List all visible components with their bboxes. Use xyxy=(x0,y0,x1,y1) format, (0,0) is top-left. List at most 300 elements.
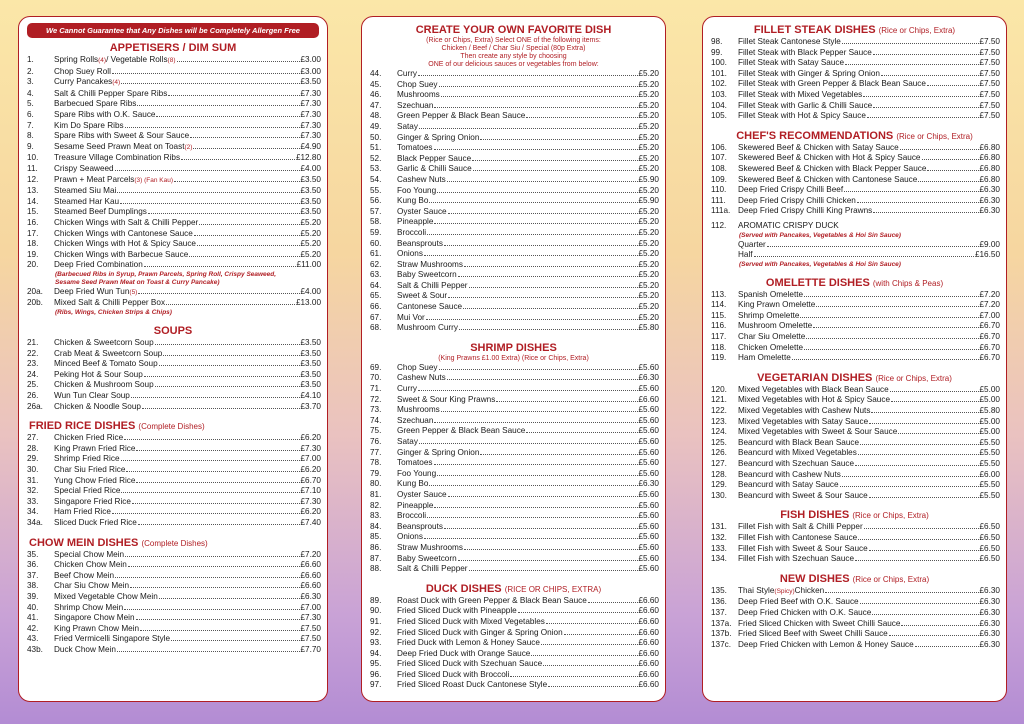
menu-item xyxy=(703,153,1006,164)
item-name: Foo Young xyxy=(397,185,437,195)
item-number: 132. xyxy=(711,532,727,542)
item-price: £5.20 xyxy=(638,111,659,121)
dot-leader xyxy=(873,54,979,55)
item-name: Minced Beef & Tomato Soup xyxy=(54,359,158,369)
item-number: 7. xyxy=(27,120,34,130)
item-number: 93. xyxy=(370,638,382,648)
menu-item xyxy=(19,175,327,187)
menu-item xyxy=(19,454,327,465)
item-price: £5.60 xyxy=(638,521,659,531)
dot-leader xyxy=(845,64,978,65)
item-name: King Prawn Chow Mein xyxy=(54,623,140,633)
item-name: Singapore Chow Mein xyxy=(54,613,135,623)
menu-item xyxy=(19,239,327,250)
item-name: Beansprouts xyxy=(397,521,443,531)
dot-leader xyxy=(439,86,638,87)
dot-leader xyxy=(137,105,299,106)
item-price: £5.20 xyxy=(638,121,659,131)
dot-leader xyxy=(844,191,978,192)
menu-item xyxy=(703,619,1006,630)
item-number: 54. xyxy=(370,174,382,184)
item-number: 44. xyxy=(370,69,382,78)
menu-item xyxy=(362,186,665,197)
item-number: 16. xyxy=(27,217,39,227)
item-price: £6.60 xyxy=(300,581,321,591)
item-price: £5.80 xyxy=(979,406,1000,416)
item-price: £7.70 xyxy=(300,644,321,654)
menu-item xyxy=(362,373,665,384)
menu-item xyxy=(703,608,1006,619)
item-number: 84. xyxy=(370,521,382,531)
menu-item xyxy=(703,196,1006,207)
item-number: 27. xyxy=(27,433,39,443)
item-name: Char Siu Fried Rice xyxy=(54,465,126,474)
dot-leader xyxy=(469,570,638,571)
item-price: £6.80 xyxy=(979,174,1000,184)
dot-leader xyxy=(463,308,637,309)
item-price: £5.20 xyxy=(638,291,659,301)
item-price: £6.20 xyxy=(300,465,321,474)
item-number: 38. xyxy=(27,581,39,591)
dot-leader xyxy=(434,422,637,423)
menu-item xyxy=(19,77,327,89)
item-name: Chop Suey xyxy=(397,362,438,372)
menu-item xyxy=(703,332,1006,343)
menu-item xyxy=(362,416,665,427)
item-number: 77. xyxy=(370,447,382,457)
item-number: 51. xyxy=(370,143,382,153)
item-name: Sliced Duck Fried Rice xyxy=(54,517,137,527)
item-number: 39. xyxy=(27,591,39,601)
menu-item xyxy=(362,154,665,165)
item-number: 35. xyxy=(27,549,39,559)
item-number: 105. xyxy=(711,111,727,121)
item-name: Deep Fried Chicken with O.K. Sauce xyxy=(738,607,872,617)
item-number: 110. xyxy=(711,185,727,195)
item-number: 106. xyxy=(711,142,727,152)
dot-leader xyxy=(166,304,295,305)
item-name: Chicken Wings with Salt & Chilli Pepper xyxy=(54,217,199,227)
item-price: £7.30 xyxy=(300,99,321,109)
menu-item xyxy=(703,480,1006,491)
menu-item xyxy=(19,89,327,100)
menu-item xyxy=(19,55,327,67)
item-price: £5.60 xyxy=(638,553,659,563)
item-price: £5.20 xyxy=(638,132,659,142)
dot-leader xyxy=(115,577,299,578)
combination-note-2: Sesame Seed Prawn Meat on Toast & Curry Pancake) xyxy=(55,278,220,286)
item-price: £5.20 xyxy=(638,206,659,216)
dot-leader xyxy=(128,566,300,567)
item-number: 70. xyxy=(370,373,382,383)
item-name: Mixed Vegetable Chow Mein xyxy=(54,591,158,601)
menu-item xyxy=(362,228,665,239)
fish-heading: FISH DISHES (Rice or Chips, Extra) xyxy=(780,509,929,522)
create-line-3: Then create any style by choosing xyxy=(460,53,567,60)
item-number: 78. xyxy=(370,458,382,468)
item-number: 120. xyxy=(711,384,727,394)
item-name: Skewered Beef & Chicken with Black Pepper Sauce xyxy=(738,163,927,173)
item-price: £5.20 xyxy=(300,239,321,249)
dot-leader xyxy=(898,433,978,434)
item-number: 29. xyxy=(27,454,39,464)
item-number: 55. xyxy=(370,185,382,195)
item-price: £5.00 xyxy=(979,416,1000,426)
dot-leader xyxy=(518,612,638,613)
item-number: 135. xyxy=(711,585,727,595)
item-detail: (4) xyxy=(112,79,121,87)
duck-portions-list xyxy=(703,240,1006,261)
item-number: 129. xyxy=(711,480,727,490)
item-price: £5.20 xyxy=(638,185,659,195)
item-number: 79. xyxy=(370,468,382,478)
item-number: 18. xyxy=(27,239,39,249)
dot-leader xyxy=(526,432,637,433)
menu-item xyxy=(19,402,327,413)
menu-item xyxy=(19,560,327,571)
item-number: 80. xyxy=(370,479,382,489)
dot-leader xyxy=(418,390,637,391)
menu-item xyxy=(362,281,665,292)
dot-leader xyxy=(136,482,299,483)
item-name: Spanish Omelette xyxy=(738,289,804,299)
item-price: £5.20 xyxy=(638,79,659,89)
menu-item xyxy=(703,79,1006,90)
item-price: £6.80 xyxy=(979,163,1000,173)
item-price: £3.50 xyxy=(300,196,321,206)
dot-leader xyxy=(922,159,979,160)
item-price: £5.60 xyxy=(638,532,659,542)
dot-leader xyxy=(860,603,979,604)
item-price: £5.20 xyxy=(638,238,659,248)
item-price: £6.30 xyxy=(979,629,1000,639)
item-name: Roast Duck with Green Pepper & Black Bean Sauce xyxy=(397,595,587,605)
menu-item xyxy=(362,122,665,133)
dot-leader xyxy=(427,234,637,235)
item-number: 60. xyxy=(370,238,382,248)
item-name: Special Fried Rice xyxy=(54,486,121,496)
allergen-banner: We Cannot Guarantee that Any Dishes will be Completely Allergen Free xyxy=(27,23,319,38)
dot-leader xyxy=(869,497,979,498)
item-price: £5.90 xyxy=(638,174,659,184)
dot-leader xyxy=(458,276,638,277)
item-number: 130. xyxy=(711,490,727,500)
dot-leader xyxy=(858,539,978,540)
item-name: Skewered Beef & Chicken with Cantonese Sauce xyxy=(738,174,918,184)
item-price: £7.30 xyxy=(300,443,321,453)
item-number: 20. xyxy=(27,260,39,270)
item-name-suffix: / Vegetable Rolls xyxy=(106,55,168,64)
item-price: £5.50 xyxy=(979,490,1000,500)
item-name: Steamed Siu Mai xyxy=(54,186,117,196)
item-name: Straw Mushrooms xyxy=(397,259,463,269)
item-name: Straw Mushrooms xyxy=(397,542,463,552)
item-number: 4. xyxy=(27,88,34,98)
item-number: 72. xyxy=(370,394,382,404)
item-number: 137. xyxy=(711,607,727,617)
item-name: Broccoli xyxy=(397,227,427,237)
dot-leader xyxy=(869,550,979,551)
dot-leader xyxy=(873,212,978,213)
item-price: £5.60 xyxy=(638,405,659,415)
item-name: Fried Sliced Duck with Ginger & Spring Onion xyxy=(397,627,563,637)
soups-heading: SOUPS xyxy=(153,325,193,338)
menu-item xyxy=(703,48,1006,59)
menu-item xyxy=(362,133,665,144)
item-number: 24. xyxy=(27,369,39,379)
dot-leader xyxy=(441,96,638,97)
dot-leader xyxy=(927,170,978,171)
item-price: £5.60 xyxy=(638,384,659,394)
duck-heading: DUCK DISHES (RICE OR CHIPS, EXTRA) xyxy=(425,582,602,595)
item-name: Green Pepper & Black Bean Sauce xyxy=(397,426,526,436)
menu-item xyxy=(703,164,1006,175)
item-price: £3.50 xyxy=(300,77,321,87)
menu-item xyxy=(19,349,327,360)
item-number: 114. xyxy=(711,300,727,310)
menu-item xyxy=(362,196,665,207)
item-name: Mixed Vegetables with Black Bean Sauce xyxy=(738,384,889,394)
item-number: 43b. xyxy=(27,644,43,654)
menu-item xyxy=(703,69,1006,80)
menu-item xyxy=(362,479,665,490)
menu-panel-middle xyxy=(361,16,666,702)
item-number: 34a. xyxy=(27,517,43,527)
item-number: 128. xyxy=(711,469,727,479)
item-name: Chicken & Sweetcorn Soup xyxy=(54,338,154,348)
dot-leader xyxy=(858,454,979,455)
item-price: £6.70 xyxy=(979,321,1000,331)
menu-item xyxy=(19,592,327,603)
item-name: Chicken Wings with Hot & Spicy Sauce xyxy=(54,239,196,249)
dot-leader xyxy=(148,213,300,214)
item-name: Salt & Chilli Pepper xyxy=(397,564,468,574)
menu-item xyxy=(362,501,665,512)
menu-item xyxy=(362,437,665,448)
menu-item xyxy=(703,300,1006,311)
menu-item xyxy=(362,564,665,575)
item-price: £6.30 xyxy=(979,585,1000,595)
item-number: 25. xyxy=(27,380,39,390)
item-number: 1. xyxy=(27,55,34,64)
soups-list xyxy=(19,338,327,412)
item-price: £7.50 xyxy=(979,79,1000,89)
menu-item xyxy=(703,185,1006,196)
veg-list xyxy=(703,385,1006,502)
item-name: Onions xyxy=(397,532,423,542)
item-number: 119. xyxy=(711,353,727,363)
dot-leader xyxy=(159,365,300,366)
item-name: Ham Omelette xyxy=(738,353,791,363)
dot-leader xyxy=(480,139,637,140)
item-name: Broccoli xyxy=(397,511,427,521)
item-price: £3.50 xyxy=(300,348,321,358)
item-number: 32. xyxy=(27,486,39,496)
item-name: Thai Style xyxy=(738,585,775,595)
item-number: 85. xyxy=(370,532,382,542)
item-name: Sweet & Sour King Prawns xyxy=(397,394,496,404)
item-name: Fillet Fish with Cantonese Sauce xyxy=(738,532,858,542)
item-number: 101. xyxy=(711,68,727,78)
menu-item xyxy=(362,175,665,186)
item-name: Deep Fried Wun Tun xyxy=(54,286,130,296)
menu-item xyxy=(362,617,665,628)
item-price: £5.00 xyxy=(979,384,1000,394)
dot-leader xyxy=(193,148,299,149)
item-price: £4.10 xyxy=(300,391,321,401)
dot-leader xyxy=(860,444,978,445)
item-name: Beef Chow Mein xyxy=(54,570,115,580)
dot-leader xyxy=(155,344,300,345)
item-price: £5.20 xyxy=(300,228,321,238)
item-number: 98. xyxy=(711,37,723,46)
item-name: Fillet Fish with Sweet & Sour Sauce xyxy=(738,543,868,553)
menu-item xyxy=(362,670,665,681)
menu-item xyxy=(19,380,327,391)
chow-mein-heading: CHOW MEIN DISHES (Complete Dishes) xyxy=(29,536,208,549)
item-name: Fried Sliced Roast Duck Cantonese Style xyxy=(397,680,548,690)
item-name: Crispy Seaweed xyxy=(54,163,114,173)
dot-leader xyxy=(927,85,979,86)
item-price: £7.50 xyxy=(979,68,1000,78)
menu-item xyxy=(362,628,665,639)
menu-item xyxy=(703,597,1006,608)
item-price: £6.70 xyxy=(979,342,1000,352)
item-name: Garlic & Chilli Sauce xyxy=(397,164,472,174)
item-number: 21. xyxy=(27,338,39,348)
menu-item xyxy=(703,427,1006,438)
dot-leader xyxy=(459,329,638,330)
item-number: 117. xyxy=(711,332,727,342)
item-price: £7.10 xyxy=(300,486,321,496)
item-name: Oyster Sauce xyxy=(397,489,447,499)
item-name: Mixed Salt & Chilli Pepper Box xyxy=(54,298,166,308)
item-name: Pineapple xyxy=(397,500,434,510)
menu-item xyxy=(362,111,665,122)
item-number: 13. xyxy=(27,186,39,196)
item-price: £5.60 xyxy=(638,437,659,446)
duck-list xyxy=(362,596,665,691)
menu-item xyxy=(19,218,327,229)
chef-list xyxy=(703,143,1006,217)
item-price: £7.20 xyxy=(979,300,1000,310)
item-number: 61. xyxy=(370,249,382,259)
item-name: Chicken Chow Mein xyxy=(54,560,127,570)
item-number: 137a. xyxy=(711,618,732,628)
item-name: Chop Suey xyxy=(397,79,438,89)
dot-leader xyxy=(126,471,299,472)
item-number: 68. xyxy=(370,323,382,333)
item-name: Spare Ribs with Sweet & Sour Sauce xyxy=(54,131,190,141)
chef-heading: CHEF'S RECOMMENDATIONS (Rice or Chips, Extra) xyxy=(736,129,973,142)
menu-item xyxy=(703,58,1006,69)
item-name: Salt & Chilli Pepper Spare Ribs xyxy=(54,88,168,98)
item-number: 115. xyxy=(711,310,727,320)
item-number: 122. xyxy=(711,406,727,416)
dot-leader xyxy=(124,439,299,440)
item-number: 100. xyxy=(711,58,727,68)
menu-item xyxy=(703,406,1006,417)
fish-list xyxy=(703,522,1006,564)
item-price: £5.20 xyxy=(300,217,321,227)
menu-item xyxy=(362,270,665,281)
dot-leader xyxy=(434,149,638,150)
item-number: 91. xyxy=(370,616,382,626)
item-number: 2. xyxy=(27,66,34,76)
item-price: £7.40 xyxy=(300,517,321,527)
appetisers-list-2 xyxy=(19,287,327,309)
item-number: 66. xyxy=(370,302,382,312)
dot-leader xyxy=(130,587,299,588)
dot-leader xyxy=(867,117,979,118)
menu-item xyxy=(362,249,665,260)
item-number: 97. xyxy=(370,680,382,690)
menu-item xyxy=(19,110,327,121)
dot-leader xyxy=(194,235,300,236)
menu-item xyxy=(703,544,1006,555)
item-number: 41. xyxy=(27,613,39,623)
item-price: £11.00 xyxy=(296,260,321,270)
item-price: £6.60 xyxy=(638,595,659,605)
menu-item xyxy=(362,543,665,554)
menu-item xyxy=(362,302,665,313)
dot-leader xyxy=(424,255,638,256)
menu-item xyxy=(19,613,327,624)
menu-item xyxy=(362,164,665,175)
item-detail: (5) xyxy=(129,288,138,296)
item-name: Char Siu Omelette xyxy=(738,332,806,342)
menu-item xyxy=(703,311,1006,322)
item-name: Special Chow Mein xyxy=(54,549,125,559)
item-name: Baby Sweetcorn xyxy=(397,270,457,280)
item-price: £6.60 xyxy=(300,570,321,580)
item-number: 26. xyxy=(27,391,39,401)
menu-item xyxy=(19,518,327,529)
dot-leader xyxy=(869,423,978,424)
menu-item xyxy=(362,659,665,670)
menu-item xyxy=(19,507,327,518)
create-line-1: (Rice or Chips, Extra) Select ONE of the following items: xyxy=(426,37,601,44)
menu-item xyxy=(703,353,1006,364)
menu-item xyxy=(19,497,327,508)
item-number: 14. xyxy=(27,196,39,206)
menu-item xyxy=(703,586,1006,598)
dot-leader xyxy=(429,202,637,203)
item-price: £16.50 xyxy=(974,250,1000,260)
menu-item xyxy=(19,298,327,309)
menu-item xyxy=(703,491,1006,502)
dot-leader xyxy=(174,181,300,182)
item-price: £5.20 xyxy=(638,143,659,153)
item-price: £5.50 xyxy=(979,448,1000,458)
item-price: £6.60 xyxy=(638,669,659,679)
dot-leader xyxy=(825,592,978,593)
item-price: £5.20 xyxy=(638,312,659,322)
item-name: Spring Rolls xyxy=(54,55,99,64)
item-number: 19. xyxy=(27,249,39,259)
item-name: Shrimp Chow Mein xyxy=(54,602,124,612)
item-price: £6.50 xyxy=(979,532,1000,542)
item-name: Fried Vermicelli Singapore Style xyxy=(54,634,171,644)
item-name: Chicken & Noodle Soup xyxy=(54,401,141,411)
menu-item xyxy=(362,69,665,80)
item-number: 124. xyxy=(711,427,727,437)
dot-leader xyxy=(120,203,299,204)
dot-leader xyxy=(419,128,638,129)
menu-item xyxy=(362,90,665,101)
menu-item xyxy=(19,142,327,154)
item-price: £6.70 xyxy=(300,475,321,485)
